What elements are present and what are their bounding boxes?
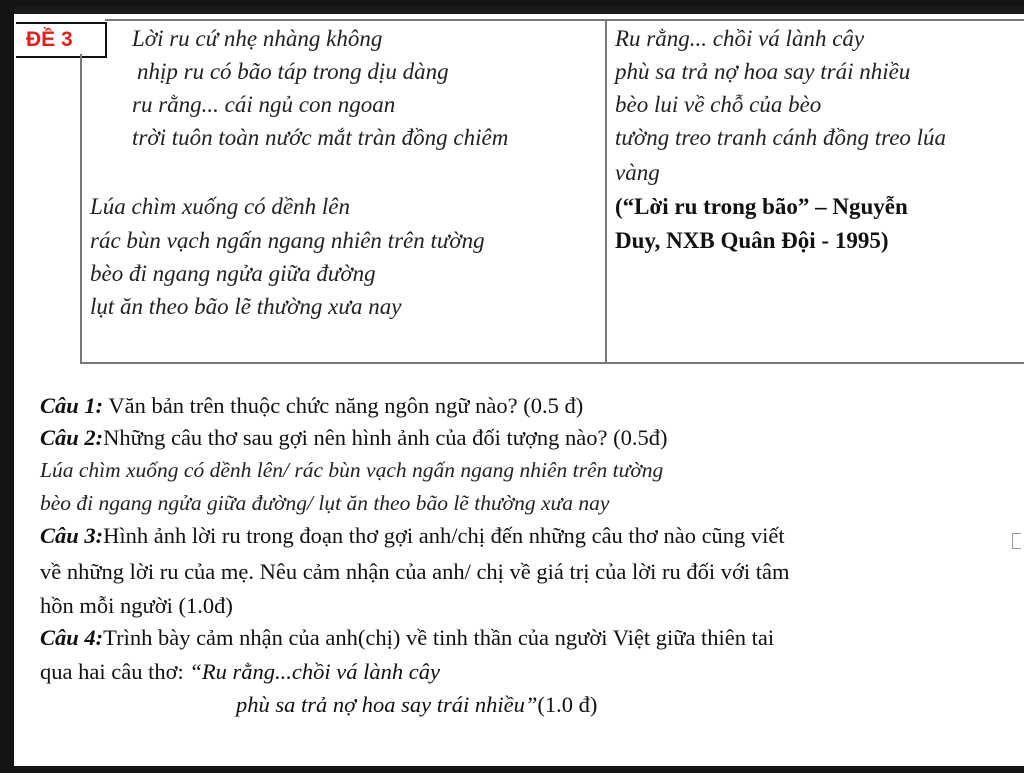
question-3-label: Câu 3: xyxy=(40,523,104,548)
question-4-plain: qua hai câu thơ: xyxy=(40,659,190,684)
question-4-quote: “Ru rằng...chồi vá lành cây xyxy=(189,659,440,684)
top-border xyxy=(14,6,1024,14)
table-top-border xyxy=(105,19,1024,21)
poem-left-line: ru rằng... cái ngủ con ngoan xyxy=(132,92,396,117)
question-3-text: về những lời ru của mẹ. Nêu cảm nhận của anh/ chị về giá trị của lời ru đối với tâm xyxy=(40,559,790,584)
poem-source: Duy, NXB Quân Đội - 1995) xyxy=(615,228,889,253)
table-bottom-border xyxy=(80,362,1024,364)
question-4-text: Trình bày cảm nhận của anh(chị) về tinh thần của người Việt giữa thiên tai xyxy=(103,625,775,650)
poem-left-line: nhịp ru có bão táp trong dịu dàng xyxy=(137,59,449,84)
poem-left-line: Lời ru cứ nhẹ nhàng không xyxy=(132,26,383,51)
question-4 xyxy=(40,622,774,654)
table-left-border xyxy=(80,54,82,364)
question-4-quote: phù sa trả nợ hoa say trái nhiều” xyxy=(236,692,538,717)
poem-left-line: trời tuôn toàn nước mắt tràn đồng chiêm xyxy=(132,125,509,150)
poem-left-line: lụt ăn theo bão lẽ thường xưa nay xyxy=(90,294,402,319)
question-3-text: hồn mỗi người (1.0đ) xyxy=(40,593,233,618)
question-3-text: Hình ảnh lời ru trong đoạn thơ gợi anh/chị đến những câu thơ nào cũng viết xyxy=(103,523,785,548)
poem-right-line: phù sa trả nợ hoa say trái nhiều xyxy=(615,59,911,84)
question-4-text xyxy=(236,689,597,721)
question-3 xyxy=(40,520,785,552)
question-2-quote: bèo đi ngang ngửa giữa đường/ lụt ăn theo bão lẽ thường xưa nay xyxy=(40,491,610,515)
poem-left-line: bèo đi ngang ngửa giữa đường xyxy=(90,261,376,286)
question-2-text: Những câu thơ sau gợi nên hình ảnh của đối tượng nào? (0.5đ) xyxy=(103,425,668,450)
question-1-text: Văn bản trên thuộc chức năng ngôn ngữ nào? (0.5 đ) xyxy=(103,393,584,418)
question-4-score: (1.0 đ) xyxy=(537,692,598,717)
exam-label: ĐỀ 3 xyxy=(16,22,107,58)
poem-right-line: tường treo tranh cánh đồng treo lúa xyxy=(615,125,947,150)
question-2-label: Câu 2: xyxy=(40,425,104,450)
poem-right-line: Ru rằng... chồi vá lành cây xyxy=(615,26,865,51)
question-4-label: Câu 4: xyxy=(40,625,104,650)
question-1 xyxy=(40,390,583,422)
question-4-text xyxy=(40,656,440,688)
poem-left-line: rác bùn vạch ngấn ngang nhiên trên tường xyxy=(90,228,485,253)
question-2-quote: Lúa chìm xuống có dềnh lên/ rác bùn vạch ngấn ngang nhiên trên tường xyxy=(40,458,664,482)
poem-left-line: Lúa chìm xuống có dềnh lên xyxy=(90,194,350,219)
document-page xyxy=(14,6,1024,766)
question-1-label: Câu 1: xyxy=(40,393,104,418)
poem-source: (“Lời ru trong bão” – Nguyễn xyxy=(615,194,908,219)
question-2 xyxy=(40,422,667,454)
table-column-divider xyxy=(605,19,607,364)
poem-right-line: bèo lui về chỗ của bèo xyxy=(615,92,822,117)
text-cursor-icon xyxy=(1012,533,1021,549)
poem-right-line: vàng xyxy=(615,160,660,185)
